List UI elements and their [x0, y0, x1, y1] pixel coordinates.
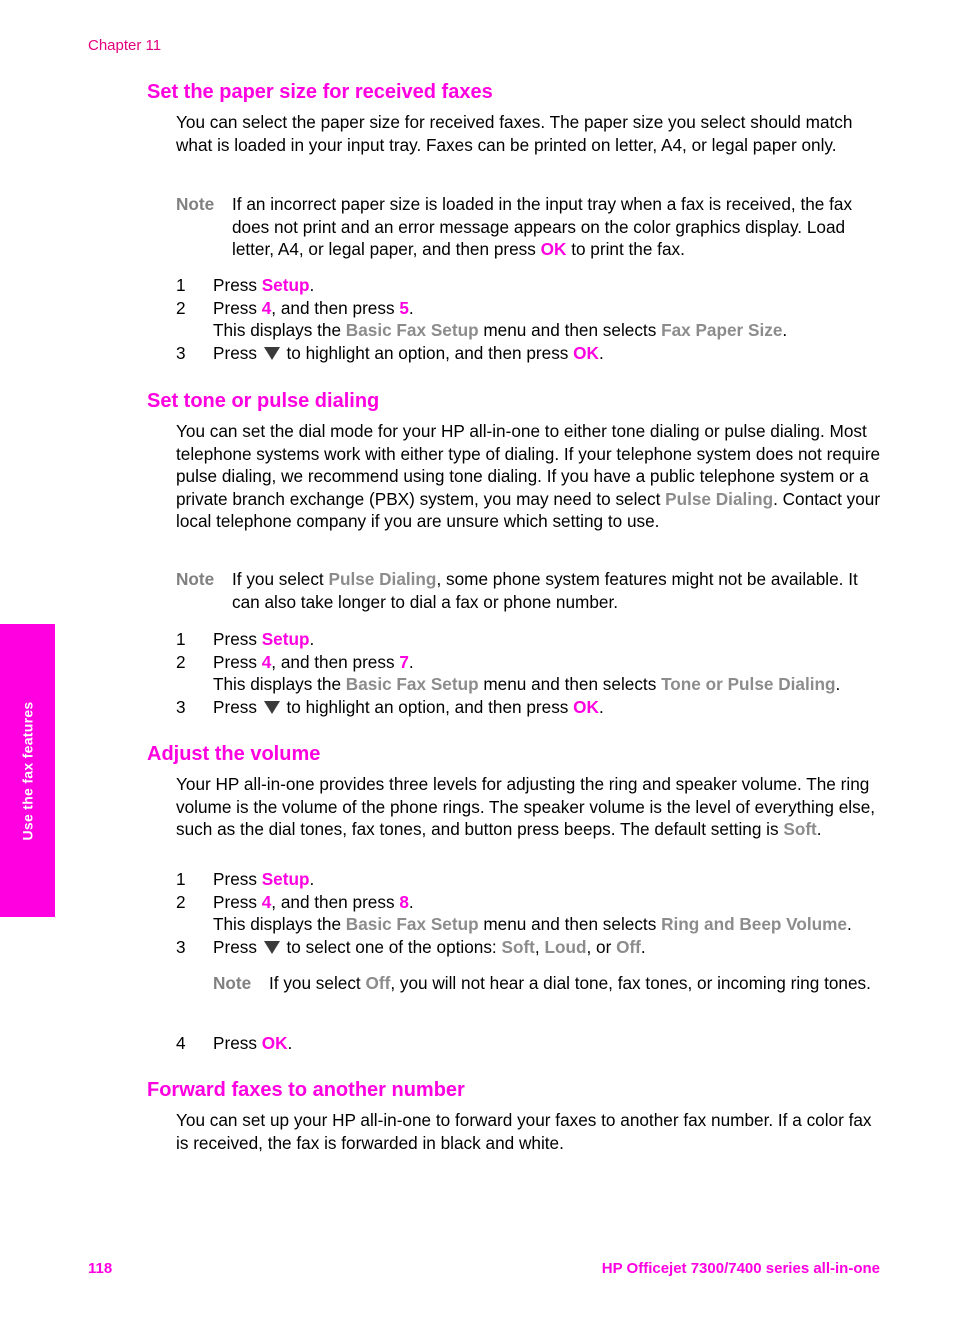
note-paper-size: Note If an incorrect paper size is loaded in the input tray when a fax is received, the fax does not print and an error message appears on the color graphics display. Load letter, A4, or legal paper, and then press OK to print the fax. — [176, 194, 853, 260]
step: 3 Press to select one of the options: Soft, Loud, or Off. — [176, 936, 646, 957]
step: 4 Press OK. — [176, 1033, 293, 1053]
key-4: 4 — [261, 651, 272, 672]
step: 1 Press Setup. — [176, 275, 315, 295]
step: 2 Press 4, and then press 7. — [176, 651, 414, 672]
key-8: 8 — [399, 891, 409, 912]
note-label: Note — [176, 194, 215, 214]
step: 1 Press Setup. — [176, 869, 315, 889]
step: 3 Press to highlight an option, and then press OK. — [176, 342, 604, 363]
down-arrow-icon — [264, 701, 280, 714]
side-tab — [0, 624, 55, 917]
key-ok: OK — [540, 239, 567, 260]
option-off: Off — [365, 973, 391, 993]
menu-basic-fax-setup: Basic Fax Setup — [345, 914, 479, 935]
page-number: 118 — [88, 1260, 113, 1277]
option-soft: Soft — [783, 819, 817, 840]
menu-fax-paper-size: Fax Paper Size — [661, 320, 783, 341]
paragraph-volume: Your HP all-in-one provides three levels for adjusting the ring and speaker volume. The ring volume is the volume of the phone rings. The speaker volume is the level of everything else, such as the dial tones, fax tones, and button press beeps. The default setting is Soft. — [176, 774, 876, 840]
option-soft: Soft — [501, 936, 535, 957]
menu-basic-fax-setup: Basic Fax Setup — [345, 674, 479, 695]
note-tone-pulse: Note If you select Pulse Dialing, some phone system features might not be available. It can also take longer to dial a fax or phone number. — [176, 569, 858, 612]
menu-tone-or-pulse-dialing: Tone or Pulse Dialing — [661, 674, 836, 695]
product-name: HP Officejet 7300/7400 series all-in-one — [601, 1260, 880, 1277]
note-volume: Note If you select Off, you will not hear a dial tone, fax tones, or incoming ring tones. — [213, 973, 871, 993]
key-4: 4 — [261, 297, 272, 318]
note-label: Note — [213, 973, 252, 993]
key-ok: OK — [573, 342, 599, 363]
steps-volume — [176, 868, 886, 958]
key-ok: OK — [261, 1033, 288, 1053]
side-tab-label: Use the fax features — [19, 700, 36, 841]
key-5: 5 — [399, 297, 409, 318]
paragraph-tone-pulse: You can set the dial mode for your HP all-in-one to either tone dialing or pulse dialing. Most telephone systems work with either type of dialing. If your telephone system does not require pulse dialing, we recommend using tone dialing. If you have a public telephone system or a private branch exchange (PBX) system, you may need to select Pulse Dialing. Contact your local telephone company if you are unsure which setting to use. — [176, 421, 881, 532]
steps-tone-pulse — [176, 628, 886, 718]
section-title-tone-pulse: Set tone or pulse dialing — [147, 390, 380, 412]
steps-paper-size — [176, 274, 886, 364]
key-4: 4 — [261, 891, 272, 912]
key-setup: Setup — [261, 629, 310, 649]
down-arrow-icon — [264, 941, 280, 954]
key-ok: OK — [573, 696, 599, 717]
down-arrow-icon — [264, 347, 280, 360]
step: 3 Press to highlight an option, and then press OK. — [176, 696, 604, 717]
step-detail: This displays the Basic Fax Setup menu and then selects Ring and Beep Volume. — [213, 914, 852, 935]
step-detail: This displays the Basic Fax Setup menu and then selects Tone or Pulse Dialing. — [213, 674, 841, 695]
step-detail: This displays the Basic Fax Setup menu and then selects Fax Paper Size. — [213, 320, 788, 341]
menu-pulse-dialing: Pulse Dialing — [328, 569, 437, 589]
key-7: 7 — [399, 651, 409, 672]
section-title-paper-size: Set the paper size for received faxes — [147, 81, 493, 103]
menu-ring-and-beep-volume: Ring and Beep Volume — [661, 914, 847, 935]
key-setup: Setup — [261, 275, 310, 295]
paragraph-paper-size: You can select the paper size for received faxes. The paper size you select should match what is loaded in your input tray. Faxes can be printed on letter, A4, or legal paper only. — [176, 112, 853, 155]
menu-pulse-dialing: Pulse Dialing — [665, 488, 774, 509]
step: 2 Press 4, and then press 8. — [176, 891, 414, 912]
section-title-forward: Forward faxes to another number — [147, 1079, 465, 1101]
steps-volume-final — [176, 1032, 886, 1055]
step: 1 Press Setup. — [176, 629, 315, 649]
chapter-label: Chapter 11 — [88, 37, 162, 54]
key-setup: Setup — [261, 869, 310, 889]
paragraph-forward: You can set up your HP all-in-one to forward your faxes to another fax number. If a color fax is received, the fax is forwarded in black and white. — [176, 1110, 872, 1153]
option-loud: Loud — [544, 936, 587, 957]
section-title-volume: Adjust the volume — [147, 743, 321, 765]
menu-basic-fax-setup: Basic Fax Setup — [345, 320, 479, 341]
option-off: Off — [616, 936, 641, 957]
step: 2 Press 4, and then press 5. — [176, 297, 414, 318]
note-label: Note — [176, 569, 215, 589]
